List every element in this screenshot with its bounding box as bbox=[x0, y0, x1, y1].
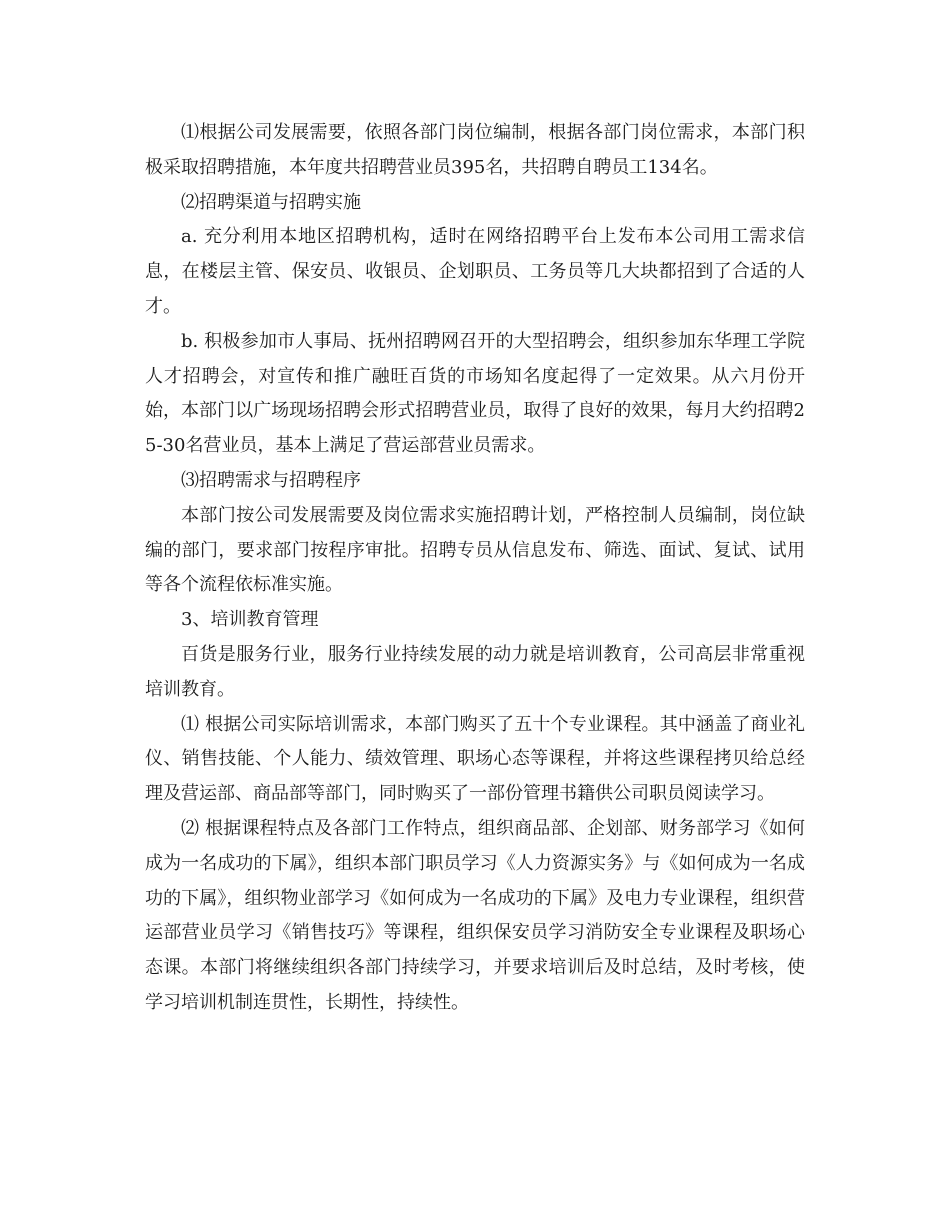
paragraph-recruitment-channels-heading: ⑵招聘渠道与招聘实施 bbox=[181, 191, 361, 213]
paragraph-item-b: b. 积极参加市人事局、抚州招聘网召开的大型招聘会，组织参加东华理工学院人才招聘会，对宣传和推广融旺百货的市场知名度起得了一定效果。从六月份开始，本部门以广场现场招聘会形式招聘营业员，取得了良好的效果，每月大约招聘25-30名营业员，基本上满足了营运部营业员需求。 bbox=[145, 330, 805, 457]
paragraph-item-a: a. 充分利用本地区招聘机构，适时在网络招聘平台上发布本公司用工需求信息，在楼层主管、保安员、收银员、企划职员、工务员等几大块都招到了合适的人才。 bbox=[145, 226, 805, 317]
paragraph-recruitment-process-heading: ⑶招聘需求与招聘程序 bbox=[181, 469, 361, 491]
section-heading-training: 3、培训教育管理 bbox=[181, 609, 319, 631]
document-body bbox=[145, 116, 805, 1021]
paragraph-recruitment-summary: ⑴根据公司发展需要，依照各部门岗位编制，根据各部门岗位需求，本部门积极采取招聘措施，本年度共招聘营业员395名，共招聘自聘员工134名。 bbox=[145, 122, 805, 178]
paragraph-training-intro: 百货是服务行业，服务行业持续发展的动力就是培训教育，公司高层非常重视培训教育。 bbox=[145, 643, 805, 700]
paragraph-training-item-1: ⑴ 根据公司实际培训需求，本部门购买了五十个专业课程。其中涵盖了商业礼仪、销售技能、个人能力、绩效管理、职场心态等课程，并将这些课程拷贝给总经理及营运部、商品部等部门，同时购买了一部份管理书籍供公司职员阅读学习。 bbox=[145, 713, 805, 805]
paragraph-training-item-2: ⑵ 根据课程特点及各部门工作特点，组织商品部、企划部、财务部学习《如何成为一名成功的下属》，组织本部门职员学习《人力资源实务》与《如何成为一名成功的下属》，组织物业部学习《如何成为一名成功的下属》及电力专业课程，组织营运部营业员学习《销售技巧》等课程，组织保安员学习消防安全专业课程及职场心态课。本部门将继续组织各部门持续学习，并要求培训后及时总结，及时考核，使学习培训机制连贯性，长期性，持续性。 bbox=[145, 817, 805, 1013]
paragraph-recruitment-process: 本部门按公司发展需要及岗位需求实施招聘计划，严格控制人员编制，岗位缺编的部门，要求部门按程序审批。招聘专员从信息发布、筛选、面试、复试、试用等各个流程依标准实施。 bbox=[145, 504, 805, 596]
